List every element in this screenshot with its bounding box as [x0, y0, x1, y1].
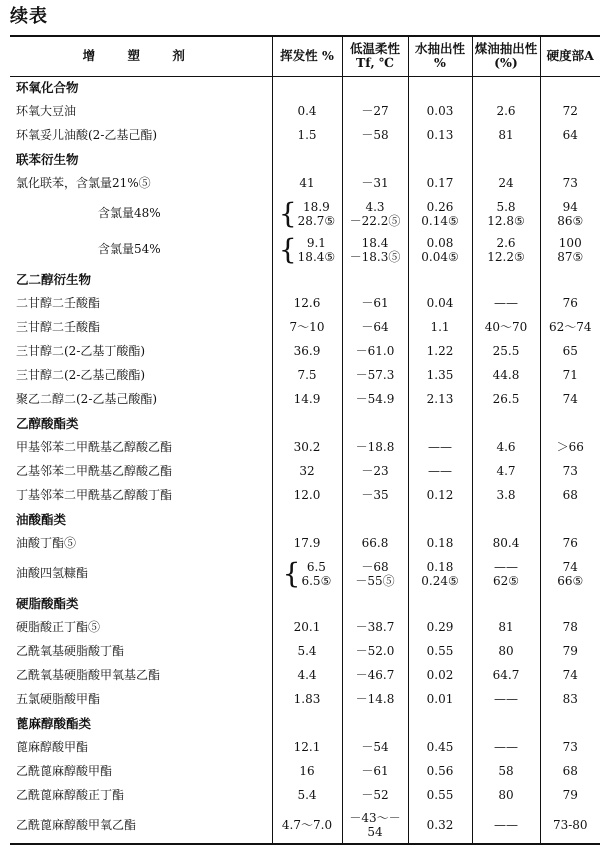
- category-label: 环氧化合物: [16, 80, 79, 96]
- empty-cell: [472, 592, 540, 616]
- low-temp-cell: －27: [342, 100, 408, 124]
- empty-cell: [408, 268, 472, 292]
- water-extraction-cell: 0.32: [408, 808, 472, 844]
- hardness-cell: [540, 232, 600, 268]
- hardness-cell: 73: [540, 172, 600, 196]
- plasticizer-name: 乙基邻苯二甲酰基乙醇酸乙酯: [16, 464, 173, 479]
- kerosene-extraction-cell: 25.5: [472, 340, 540, 364]
- volatility-cell: 17.9: [272, 532, 342, 556]
- empty-cell: [408, 412, 472, 436]
- table-row: [10, 196, 600, 232]
- volatility-cell: 41: [272, 172, 342, 196]
- kerosene-extraction-cell: 40～70: [472, 316, 540, 340]
- empty-cell: [540, 592, 600, 616]
- volatility-cell: 12.1: [272, 736, 342, 760]
- cell-value: －55⑤: [355, 574, 395, 588]
- hardness-cell: 74: [540, 664, 600, 688]
- table-row: [10, 664, 600, 688]
- empty-cell: [342, 76, 408, 100]
- low-temp-cell: [342, 556, 408, 592]
- volatility-cell: 0.4: [272, 100, 342, 124]
- category-row: [10, 712, 600, 736]
- kerosene-extraction-cell: 81: [472, 616, 540, 640]
- water-extraction-cell: 0.56: [408, 760, 472, 784]
- low-temp-cell: －52: [342, 784, 408, 808]
- hardness-cell: 76: [540, 532, 600, 556]
- volatility-cell: [272, 556, 342, 592]
- kerosene-extraction-cell: 3.8: [472, 484, 540, 508]
- category-label: 油酸酯类: [16, 512, 67, 528]
- empty-cell: [342, 148, 408, 172]
- table-title: 续表: [10, 6, 48, 27]
- category-row: [10, 508, 600, 532]
- table-row: [10, 532, 600, 556]
- cell-value: 18.4⑤: [297, 250, 336, 264]
- hardness-cell: 68: [540, 484, 600, 508]
- header-plasticizer: 增 塑 剂: [10, 36, 272, 76]
- table-row: [10, 340, 600, 364]
- plasticizer-name: 聚乙二醇二(2-乙基己酸酯): [16, 392, 158, 407]
- empty-cell: [472, 148, 540, 172]
- hardness-cell: [540, 196, 600, 232]
- kerosene-extraction-cell: ——: [472, 736, 540, 760]
- cell-value: －18.3⑤: [349, 250, 401, 264]
- plasticizer-name: 乙酰蓖麻醇酸正丁酯: [16, 788, 125, 803]
- volatility-cell: 14.9: [272, 388, 342, 412]
- empty-cell: [272, 712, 342, 736]
- water-extraction-cell: 0.13: [408, 124, 472, 148]
- kerosene-extraction-cell: 2.6: [472, 100, 540, 124]
- empty-cell: [472, 268, 540, 292]
- plasticizer-name: 环氧妥儿油酸(2-乙基己酯): [16, 128, 158, 143]
- brace-glyph: {: [282, 557, 301, 590]
- water-extraction-cell: 0.17: [408, 172, 472, 196]
- empty-cell: [472, 712, 540, 736]
- kerosene-extraction-cell: [472, 556, 540, 592]
- volatility-cell: 12.6: [272, 292, 342, 316]
- volatility-cell: 20.1: [272, 616, 342, 640]
- volatility-cell: 36.9: [272, 340, 342, 364]
- plasticizer-name: 丁基邻苯二甲酰基乙醇酸丁酯: [16, 488, 173, 503]
- plasticizer-name: 三甘醇二壬酸酯: [16, 320, 101, 335]
- cell-value: 0.24⑤: [421, 574, 459, 588]
- cell-value: 4.3: [365, 200, 385, 214]
- cell-value: 100: [558, 236, 582, 250]
- plasticizer-name: 甲基邻苯二甲酰基乙醇酸乙酯: [16, 440, 173, 455]
- kerosene-extraction-cell: 81: [472, 124, 540, 148]
- plasticizer-table: [10, 35, 600, 845]
- empty-cell: [342, 592, 408, 616]
- kerosene-extraction-cell: 58: [472, 760, 540, 784]
- empty-cell: [342, 268, 408, 292]
- low-temp-cell: －43～－54: [342, 808, 408, 844]
- low-temp-cell: －31: [342, 172, 408, 196]
- category-label: 联苯衍生物: [16, 152, 79, 168]
- empty-cell: [272, 508, 342, 532]
- cell-value: 6.5⑤: [301, 574, 332, 588]
- volatility-cell: 7～10: [272, 316, 342, 340]
- water-extraction-cell: 1.22: [408, 340, 472, 364]
- table-row: [10, 436, 600, 460]
- header-low-temp-flex: 低温柔性 Tf, ℃: [342, 36, 408, 76]
- cell-value: 12.8⑤: [487, 214, 525, 228]
- volatility-cell: 16: [272, 760, 342, 784]
- low-temp-cell: －54.9: [342, 388, 408, 412]
- volatility-cell: 7.5: [272, 364, 342, 388]
- water-extraction-cell: 0.12: [408, 484, 472, 508]
- empty-cell: [540, 508, 600, 532]
- low-temp-cell: －35: [342, 484, 408, 508]
- plasticizer-name: 三甘醇二(2-乙基己酸酯): [16, 368, 146, 383]
- empty-cell: [472, 508, 540, 532]
- cell-value: 0.04⑤: [421, 250, 459, 264]
- water-extraction-cell: 0.03: [408, 100, 472, 124]
- table-row: [10, 124, 600, 148]
- empty-cell: [272, 592, 342, 616]
- water-extraction-cell: 2.13: [408, 388, 472, 412]
- plasticizer-name: 氯化联苯，含氯量21%⑤: [16, 176, 151, 191]
- cell-value: －22.2⑤: [349, 214, 401, 228]
- cell-value: 87⑤: [557, 250, 584, 264]
- low-temp-cell: －58: [342, 124, 408, 148]
- hardness-cell: 78: [540, 616, 600, 640]
- volatility-cell: 12.0: [272, 484, 342, 508]
- hardness-cell: 83: [540, 688, 600, 712]
- low-temp-cell: －64: [342, 316, 408, 340]
- empty-cell: [272, 268, 342, 292]
- empty-cell: [540, 268, 600, 292]
- hardness-cell: 79: [540, 640, 600, 664]
- low-temp-cell: －14.8: [342, 688, 408, 712]
- water-extraction-cell: 0.45: [408, 736, 472, 760]
- plasticizer-name: 含氯量48%: [98, 206, 161, 221]
- table-row: [10, 688, 600, 712]
- empty-cell: [342, 412, 408, 436]
- empty-cell: [272, 412, 342, 436]
- cell-value: 18.4: [361, 236, 389, 250]
- kerosene-extraction-cell: 4.6: [472, 436, 540, 460]
- table-row: [10, 232, 600, 268]
- category-row: [10, 76, 600, 100]
- category-row: [10, 268, 600, 292]
- category-label: 硬脂酸酯类: [16, 596, 79, 612]
- low-temp-cell: [342, 196, 408, 232]
- cell-value: －68: [361, 560, 389, 574]
- volatility-cell: 4.7～7.0: [272, 808, 342, 844]
- cell-value: 6.5: [306, 560, 326, 574]
- plasticizer-name: 油酸四氢糠酯: [16, 566, 89, 581]
- table-row: [10, 556, 600, 592]
- volatility-cell: 32: [272, 460, 342, 484]
- water-extraction-cell: 0.04: [408, 292, 472, 316]
- low-temp-cell: －52.0: [342, 640, 408, 664]
- empty-cell: [472, 412, 540, 436]
- low-temp-cell: －61: [342, 292, 408, 316]
- kerosene-extraction-cell: 26.5: [472, 388, 540, 412]
- hardness-cell: 74: [540, 388, 600, 412]
- empty-cell: [540, 76, 600, 100]
- table-row: [10, 616, 600, 640]
- cell-value: ——: [494, 560, 518, 574]
- volatility-cell: 1.83: [272, 688, 342, 712]
- kerosene-extraction-cell: 80: [472, 640, 540, 664]
- category-label: 乙醇酸酯类: [16, 416, 79, 432]
- hardness-cell: 73-80: [540, 808, 600, 844]
- table-row: [10, 292, 600, 316]
- hardness-cell: 68: [540, 760, 600, 784]
- empty-cell: [408, 76, 472, 100]
- cell-value: 94: [562, 200, 578, 214]
- table-row: [10, 808, 600, 844]
- cell-value: 86⑤: [557, 214, 584, 228]
- kerosene-extraction-cell: 4.7: [472, 460, 540, 484]
- hardness-cell: ＞66: [540, 436, 600, 460]
- plasticizer-name: 三甘醇二(2-乙基丁酸酯): [16, 344, 146, 359]
- table-body: [10, 76, 600, 844]
- low-temp-cell: [342, 232, 408, 268]
- table-row: [10, 364, 600, 388]
- kerosene-extraction-cell: 64.7: [472, 664, 540, 688]
- hardness-cell: 64: [540, 124, 600, 148]
- plasticizer-name: 乙酰蓖麻醇酸甲酯: [16, 764, 113, 779]
- cell-value: 18.9: [303, 200, 330, 214]
- cell-value: 5.8: [496, 200, 516, 214]
- kerosene-extraction-cell: ——: [472, 292, 540, 316]
- category-row: [10, 148, 600, 172]
- table-row: [10, 760, 600, 784]
- table-row: [10, 460, 600, 484]
- hardness-cell: 76: [540, 292, 600, 316]
- table-row: [10, 100, 600, 124]
- hardness-cell: [540, 556, 600, 592]
- plasticizer-name: 五氯硬脂酸甲酯: [16, 692, 101, 707]
- low-temp-cell: －54: [342, 736, 408, 760]
- category-row: [10, 412, 600, 436]
- low-temp-cell: －61: [342, 760, 408, 784]
- water-extraction-cell: ——: [408, 436, 472, 460]
- volatility-cell: 30.2: [272, 436, 342, 460]
- kerosene-extraction-cell: ——: [472, 808, 540, 844]
- kerosene-extraction-cell: 80: [472, 784, 540, 808]
- cell-value: 74: [562, 560, 578, 574]
- cell-value: 0.18: [426, 560, 454, 574]
- hardness-cell: 73: [540, 460, 600, 484]
- empty-cell: [408, 592, 472, 616]
- empty-cell: [540, 148, 600, 172]
- low-temp-cell: －38.7: [342, 616, 408, 640]
- water-extraction-cell: 1.1: [408, 316, 472, 340]
- water-extraction-cell: 0.29: [408, 616, 472, 640]
- water-extraction-cell: [408, 232, 472, 268]
- volatility-cell: 1.5: [272, 124, 342, 148]
- hardness-cell: 73: [540, 736, 600, 760]
- low-temp-cell: －18.8: [342, 436, 408, 460]
- hardness-cell: 72: [540, 100, 600, 124]
- hardness-cell: 79: [540, 784, 600, 808]
- hardness-cell: 62～74: [540, 316, 600, 340]
- cell-value: 0.08: [426, 236, 454, 250]
- cell-value: 28.7⑤: [297, 214, 336, 228]
- plasticizer-name: 乙酰蓖麻醇酸甲氧乙酯: [16, 817, 137, 832]
- empty-cell: [472, 76, 540, 100]
- cell-value: 66⑤: [557, 574, 584, 588]
- water-extraction-cell: 0.55: [408, 640, 472, 664]
- kerosene-extraction-cell: [472, 196, 540, 232]
- empty-cell: [272, 148, 342, 172]
- table-row: [10, 736, 600, 760]
- header-row: [10, 36, 600, 76]
- plasticizer-name: 环氧大豆油: [16, 104, 77, 119]
- volatility-cell: [272, 232, 342, 268]
- plasticizer-name: 含氯量54%: [98, 242, 161, 257]
- low-temp-cell: －46.7: [342, 664, 408, 688]
- header-hardness: 硬度部A: [540, 36, 600, 76]
- empty-cell: [540, 712, 600, 736]
- brace-glyph: {: [278, 197, 297, 230]
- category-label: 乙二醇衍生物: [16, 272, 92, 288]
- kerosene-extraction-cell: 24: [472, 172, 540, 196]
- volatility-cell: 5.4: [272, 640, 342, 664]
- plasticizer-name: 蓖麻醇酸甲酯: [16, 740, 89, 755]
- header-kerosene-extraction: 煤油抽出性(%): [472, 36, 540, 76]
- empty-cell: [408, 508, 472, 532]
- category-label: 蓖麻醇酸酯类: [16, 716, 92, 732]
- plasticizer-name: 硬脂酸正丁酯⑤: [16, 620, 101, 635]
- table-row: [10, 784, 600, 808]
- cell-value: 62⑤: [492, 574, 520, 588]
- header-volatility: 挥发性 %: [272, 36, 342, 76]
- low-temp-cell: －23: [342, 460, 408, 484]
- low-temp-cell: 66.8: [342, 532, 408, 556]
- plasticizer-name: 乙酰氧基硬脂酸丁酯: [16, 644, 125, 659]
- low-temp-cell: －57.3: [342, 364, 408, 388]
- water-extraction-cell: 0.01: [408, 688, 472, 712]
- kerosene-extraction-cell: [472, 232, 540, 268]
- empty-cell: [408, 712, 472, 736]
- table-row: [10, 172, 600, 196]
- cell-value: 0.26: [426, 200, 454, 214]
- cell-value: 2.6: [496, 236, 516, 250]
- water-extraction-cell: 0.55: [408, 784, 472, 808]
- empty-cell: [342, 712, 408, 736]
- low-temp-cell: －61.0: [342, 340, 408, 364]
- plasticizer-name: 乙酰氧基硬脂酸甲氧基乙酯: [16, 668, 161, 683]
- kerosene-extraction-cell: 44.8: [472, 364, 540, 388]
- volatility-cell: [272, 196, 342, 232]
- empty-cell: [540, 412, 600, 436]
- category-row: [10, 592, 600, 616]
- table-row: [10, 484, 600, 508]
- water-extraction-cell: 0.18: [408, 532, 472, 556]
- empty-cell: [272, 76, 342, 100]
- table-row: [10, 388, 600, 412]
- table-row: [10, 640, 600, 664]
- water-extraction-cell: [408, 556, 472, 592]
- empty-cell: [342, 508, 408, 532]
- volatility-cell: 4.4: [272, 664, 342, 688]
- plasticizer-name: 油酸丁酯⑤: [16, 536, 77, 551]
- hardness-cell: 65: [540, 340, 600, 364]
- water-extraction-cell: 1.35: [408, 364, 472, 388]
- water-extraction-cell: [408, 196, 472, 232]
- cell-value: 12.2⑤: [487, 250, 525, 264]
- header-water-extraction: 水抽出性 %: [408, 36, 472, 76]
- hardness-cell: 71: [540, 364, 600, 388]
- table-row: [10, 316, 600, 340]
- cell-value: 9.1: [306, 236, 326, 250]
- kerosene-extraction-cell: ——: [472, 688, 540, 712]
- cell-value: 0.14⑤: [421, 214, 459, 228]
- plasticizer-name: 二甘醇二壬酸酯: [16, 296, 101, 311]
- water-extraction-cell: 0.02: [408, 664, 472, 688]
- brace-glyph: {: [278, 233, 297, 266]
- empty-cell: [408, 148, 472, 172]
- volatility-cell: 5.4: [272, 784, 342, 808]
- water-extraction-cell: ——: [408, 460, 472, 484]
- kerosene-extraction-cell: 80.4: [472, 532, 540, 556]
